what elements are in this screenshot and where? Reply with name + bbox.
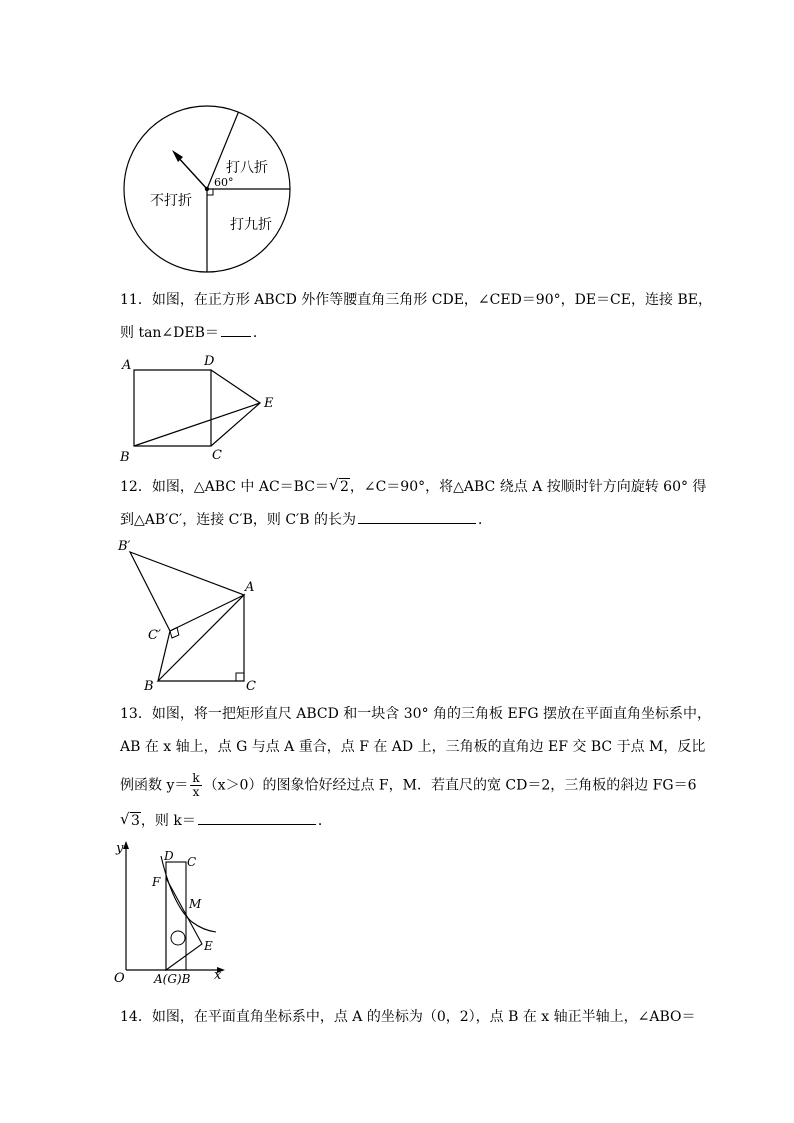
right-angle-mark-c [236,673,244,681]
wheel-angle-label: 60° [214,176,234,189]
q13-line-1: 13．如图，将一把矩形直尺 ABCD 和一块含 30° 角的三角板 EFG 摆放在平面直角坐标系中， [120,706,712,722]
q13-line-4 [120,810,760,831]
segment-be [134,403,260,446]
q13-label-y: y [116,841,124,856]
q13-label-x: x [214,968,222,983]
ruler-abcd [166,862,186,970]
right-angle-mark-c-prime [170,628,179,639]
q13-label-e: E [204,939,213,953]
discount-wheel-figure [120,105,300,280]
q13-line-3 [120,772,760,799]
q13-label-m: M [189,897,202,911]
q13-label-o: O [114,971,125,986]
q11-answer-blank[interactable] [221,322,251,337]
q12-line-2-text: 到△AB′C′，连接 C′B，则 C′B 的长为 [120,512,356,528]
q14-line-1: 14．如图，在平面直角坐标系中，点 A 的坐标为（0，2），点 B 在 x 轴正半轴上，∠ABO＝ [120,1009,696,1025]
triangle-cde [211,370,260,446]
q13-line-4-text: ，则 k＝ [140,813,196,829]
q12-label-c-prime: C′ [148,628,161,643]
q11-label-d: D [204,354,215,369]
q13-label-agb: A(G)B [154,972,191,986]
q13-line-4-end: ． [317,813,332,829]
q11-square-figure [118,355,288,465]
wheel-pointer-arrow [176,155,207,189]
sqrt-2: √ 2 [329,477,350,497]
wheel-label-jiu: 打九折 [230,217,272,233]
triangle-ab-prime-c-prime [130,552,244,631]
wheel-label-ba: 打八折 [226,160,268,176]
square-abcd [134,370,211,446]
q12-label-a: A [245,580,255,595]
q12-label-b-prime: B′ [118,539,131,554]
q11-line-2-end: ． [252,325,267,341]
q12-answer-blank[interactable] [358,509,476,524]
q11-line-2-text: 则 tan∠DEB＝ [120,325,219,341]
q13-label-c: C [187,855,197,869]
q11-label-c: C [212,448,222,463]
q12-triangle-figure [114,537,274,695]
triangle-abc [158,595,244,681]
set-square-hole [171,931,185,945]
q12-label-c: C [246,679,256,694]
q11-line-2 [120,322,760,343]
q12-line-2 [120,509,760,530]
q13-answer-blank[interactable] [198,810,316,825]
q13-label-d: D [164,849,174,863]
q12-label-b: B [144,679,154,694]
q13-coordinate-figure [112,838,232,988]
q11-label-b: B [120,450,130,465]
wheel-label-bu: 不打折 [150,193,192,209]
q13-line-3-rest: （x＞0）的图象恰好经过点 F，M．若直尺的宽 CD＝2，三角板的斜边 FG＝6 [203,777,697,794]
q11-line-1: 11．如图，在正方形 ABCD 外作等腰直角三角形 CDE，∠CED＝90°，DE＝CE，连接 BE， [120,292,712,308]
q11-label-e: E [264,396,274,411]
q12-line-2-end: ． [477,512,492,528]
sqrt-3: √ 3 [120,811,141,831]
q12-line-1 [120,477,760,497]
q11-label-a: A [122,358,132,373]
q12-line-1-text: 12．如图，△ABC 中 AC＝BC＝ [120,479,329,495]
q13-line-3-text: 例函数 y＝ [120,777,189,794]
y-axis-arrow-icon [123,841,129,849]
set-square-efg [166,878,202,970]
q12-line-1-rest: ，∠C＝90°，将△ABC 绕点 A 按顺时针方向旋转 60° 得 [349,479,707,495]
fraction-k-over-x: $\frac{k}{x}$ [192,771,200,799]
q13-line-2: AB 在 x 轴上，点 G 与点 A 重合，点 F 在 AD 上，三角板的直角边 EF 交 BC 于点 M，反比 [120,739,706,755]
q13-label-f: F [152,875,161,889]
